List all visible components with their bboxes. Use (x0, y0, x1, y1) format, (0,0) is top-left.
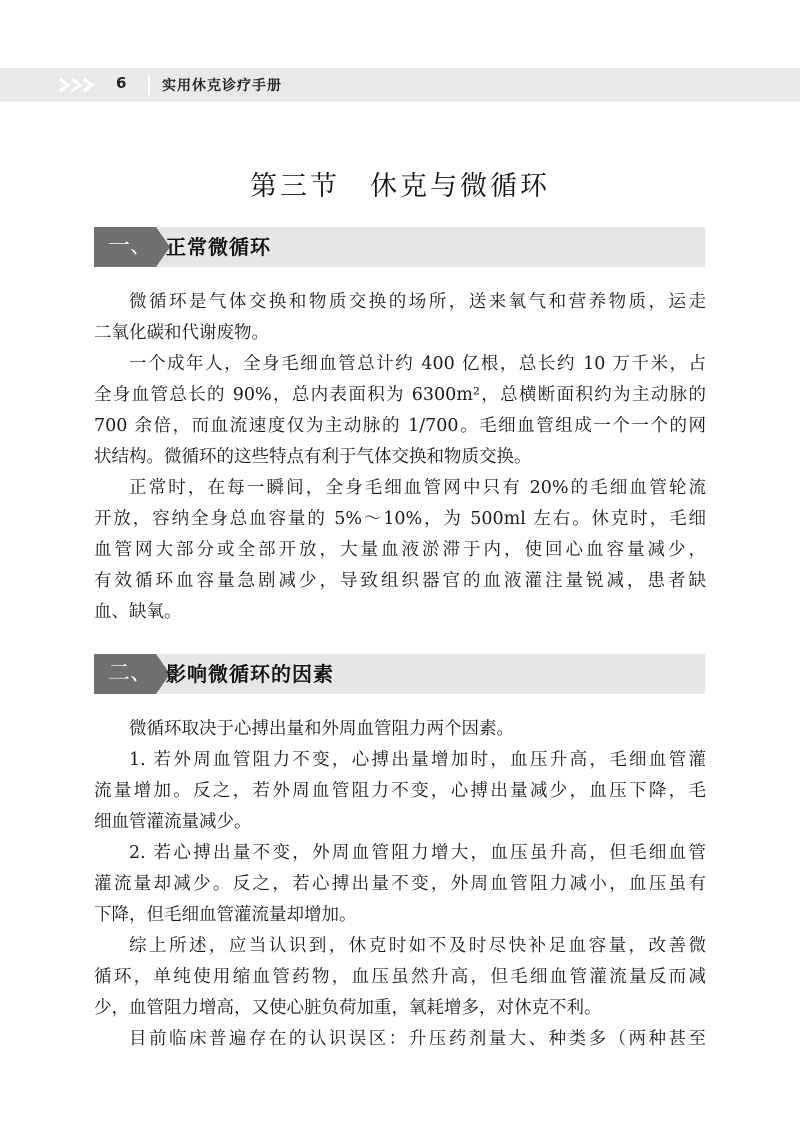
paragraph: 微循环是气体交换和物质交换的场所，送来氧气和营养物质，运走 (129, 292, 706, 312)
paragraph: 有效循环血容量急剧减少，导致组织器官的血液灌注量锐减，患者缺 (94, 571, 706, 591)
paragraph: 正常时，在每一瞬间，全身毛细血管网中只有 20%的毛细血管轮流 (129, 478, 706, 498)
paragraph: 开放，容纳全身总血容量的 5%～10%，为 500ml 左右。休克时，毛细 (94, 509, 706, 529)
paragraph: 血、缺氧。 (94, 602, 182, 622)
paragraph: 1. 若外周血管阻力不变，心搏出量增加时，血压升高，毛细血管灌 (129, 750, 706, 770)
section-number: 二、 (94, 654, 156, 694)
paragraph: 700 余倍，而血流速度仅为主动脉的 1/700。毛细血管组成一个一个的网 (94, 416, 706, 436)
paragraph: 微循环取决于心搏出量和外周血管阻力两个因素。 (129, 719, 514, 739)
section-heading (94, 654, 705, 694)
running-header (0, 68, 800, 102)
chapter-title: 第三节 休克与微循环 (250, 171, 550, 202)
paragraph: 下降，但毛细血管灌流量却增加。 (94, 905, 357, 925)
section-title: 影响微循环的因素 (166, 662, 334, 686)
paragraph: 状结构。微循环的这些特点有利于气体交换和物质交换。 (94, 447, 532, 467)
paragraph: 灌流量却减少。反之，若心搏出量不变，外周血管阻力减小，血压虽有 (94, 874, 706, 894)
section-body (94, 287, 706, 628)
section-number: 一、 (94, 227, 156, 267)
page-number: 6 (116, 74, 127, 92)
header-divider (148, 75, 150, 95)
paragraph: 2. 若心搏出量不变，外周血管阻力增大，血压虽升高，但毛细血管 (129, 843, 706, 863)
paragraph: 二氧化碳和代谢废物。 (94, 323, 269, 343)
paragraph: 循环，单纯使用缩血管药物，血压虽然升高，但毛细血管灌流量反而减 (94, 967, 706, 987)
paragraph: 一个成年人，全身毛细血管总计约 400 亿根，总长约 10 万千米，占 (129, 354, 706, 374)
paragraph: 少，血管阻力增高，又使心脏负荷加重，氧耗增多，对休克不利。 (94, 998, 602, 1018)
section-heading (94, 227, 705, 267)
paragraph: 全身血管总长的 90%，总内表面积为 6300m²，总横断面积约为主动脉的 (94, 385, 706, 405)
section-title: 正常微循环 (166, 235, 271, 259)
section-body (94, 714, 706, 1055)
book-title: 实用休克诊疗手册 (162, 78, 282, 94)
paragraph: 目前临床普遍存在的认识误区：升压药剂量大、种类多（两种甚至 (129, 1029, 706, 1049)
paragraph: 综上所述，应当认识到，休克时如不及时尽快补足血容量，改善微 (129, 936, 706, 956)
paragraph: 血管网大部分或全部开放，大量血液淤滞于内，使回心血容量减少， (94, 540, 706, 560)
paragraph: 细血管灌流量减少。 (94, 812, 252, 832)
chevron-arrows-icon (58, 77, 104, 93)
paragraph: 流量增加。反之，若外周血管阻力不变，心搏出量减少，血压下降，毛 (94, 781, 706, 801)
